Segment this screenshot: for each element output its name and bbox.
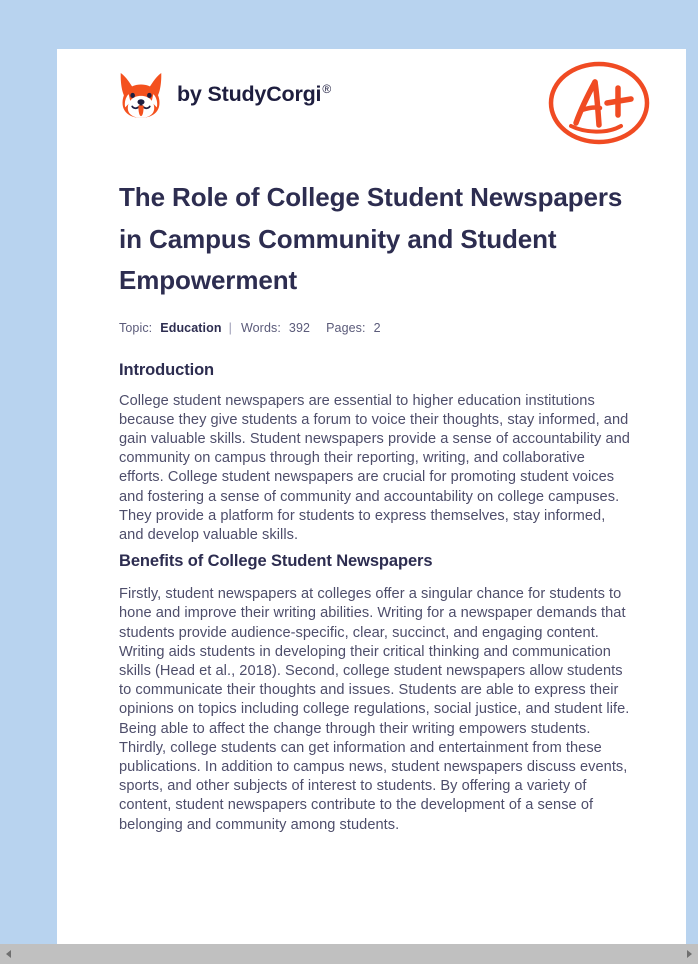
topic-value[interactable]: Education bbox=[160, 320, 222, 335]
meta-separator: | bbox=[228, 320, 232, 335]
document-page bbox=[57, 49, 686, 944]
scroll-right-button[interactable] bbox=[681, 944, 698, 964]
brand-prefix: by bbox=[177, 82, 208, 107]
a-plus-circle-icon bbox=[545, 57, 653, 149]
registered-trademark-icon: ® bbox=[322, 82, 331, 97]
brand-wordmark bbox=[177, 82, 331, 107]
page-header bbox=[57, 49, 686, 159]
section-heading-benefits: Benefits of College Student Newspapers bbox=[119, 552, 433, 571]
page-title: The Role of College Student Newspapers in Campus Community and Student Empowerment bbox=[119, 182, 623, 295]
corgi-logo-icon bbox=[119, 71, 163, 119]
words-label: Words: bbox=[240, 320, 281, 335]
scrollbar-track[interactable] bbox=[17, 944, 681, 964]
document-body bbox=[119, 177, 629, 835]
brand-lockup[interactable] bbox=[119, 71, 331, 119]
brand-name: StudyCorgi bbox=[207, 82, 322, 107]
section-paragraph-benefits: Firstly, student newspapers at colleges offer a singular chance for students to hone and improve their writing abilities. Writing for a newspaper demands that students provide audience-specific, clear, succinct, and engaging content. Writing aids students in developing their critical thinking and communication skills (Head et al., 2018). Second, college student newspapers allow students to communicate their thoughts and issues. Students are able to express their opinions on topics including college regulations, social justice, and student life. Being able to affect the change through their writing empowers students. Thirdly, college students can get information and entertainment from these publications. In addition to campus news, student newspapers discuss events, sports, and other subjects of interest to students. By offering a variety of content, student newspapers contribute to the development of a sense of belonging and community among students. bbox=[119, 586, 630, 833]
document-meta bbox=[119, 321, 629, 335]
chevron-left-icon bbox=[6, 950, 11, 958]
pages-value: 2 bbox=[373, 320, 381, 335]
scroll-left-button[interactable] bbox=[0, 944, 17, 964]
words-value: 392 bbox=[288, 320, 311, 335]
horizontal-scrollbar[interactable] bbox=[0, 944, 698, 964]
section-heading-introduction: Introduction bbox=[119, 360, 215, 379]
section-paragraph-introduction: College student newspapers are essential to higher education institutions because they give students a forum to voice their thoughts, stay informed, and gain valuable skills. Student newspapers provide a sense of accountability and community on campus through their reporting, writing, and collaborative efforts. College student newspapers are crucial for promoting student voices and fostering a sense of community and accountability on college campuses. They provide a platform for students to express themselves, stay informed, and develop valuable skills. bbox=[119, 392, 630, 543]
chevron-right-icon bbox=[687, 950, 692, 958]
pages-label: Pages: bbox=[326, 320, 366, 335]
topic-label: Topic: bbox=[119, 320, 153, 335]
